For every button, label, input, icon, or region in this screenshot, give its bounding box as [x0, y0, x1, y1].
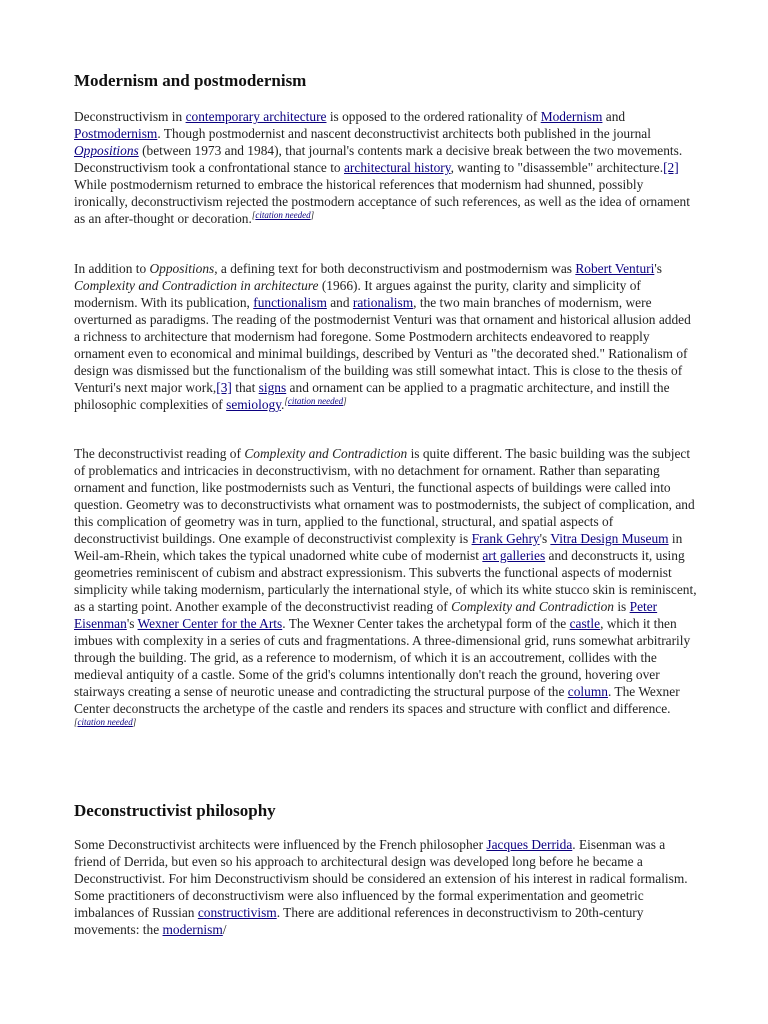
text-run: 's	[126, 616, 138, 631]
link-castle[interactable]: castle	[569, 616, 601, 631]
text-run: , which it then imbues with complexity in a series of cuts and fragmentations. A three-dimensional grid, runs somewhat arbitrarily through the building. The grid, as a reference to modernism, of which it is an accoutrement, collides with the medieval antiquity of a castle. Some of the grid's columns intentionally don't reach the ground, hovering over stairways creating a sense of neurotic unease and contradicting the structural purpose of the	[74, 616, 691, 699]
link-peter-eisenman[interactable]: Peter Eisenman	[74, 599, 658, 631]
text-run: , a defining text for both deconstructivism and postmodernism was	[214, 261, 576, 276]
link-constructivism[interactable]: constructivism	[197, 905, 277, 920]
text-run: While postmodernism returned to embrace the historical references that modernism had shunned, possibly ironically, deconstructivism rejected the postmodern acceptance of such references, as well as the idea of ornament as an after-thought or decoration.	[74, 177, 690, 226]
text-run: Deconstructivism in	[74, 109, 186, 124]
italic-text: Oppositions	[149, 261, 215, 276]
text-run: in Weil-am-Rhein, which takes the typical unadorned white cube of modernist	[74, 531, 683, 563]
text-run: .	[281, 397, 285, 412]
text-run: is	[613, 599, 630, 614]
italic-text: Complexity and Contradiction	[244, 446, 408, 461]
link-rationalism[interactable]: rationalism	[352, 295, 414, 310]
text-run: Some Deconstructivist architects were influenced by the French philosopher	[74, 837, 487, 852]
italic-text: Complexity and Contradiction	[451, 599, 614, 614]
citation-needed-link[interactable]: citation needed	[77, 717, 133, 727]
link-architectural-history[interactable]: architectural history	[343, 160, 451, 175]
link-functionalism[interactable]: functionalism	[253, 295, 327, 310]
link-wexner-center-for-the-arts[interactable]: Wexner Center for the Arts	[137, 616, 283, 631]
text-run: . Eisenman was a friend of Derrida, but even so his approach to architectural design was developed long before he became a Deconstructivist. For him Deconstructivism should be considered an extension of his interest in radical formalism. Some practitioners of deconstructivism were also influenced by the formal experimentation and geometric imbalances of Russian	[74, 837, 688, 920]
text-run: , wanting to "disassemble" architecture.	[450, 160, 664, 175]
link-signs[interactable]: signs	[258, 380, 287, 395]
text-run: that	[231, 380, 259, 395]
text-run: and deconstructs it, using geometries reminiscent of cubism and abstract expressionism. This subverts the functional aspects of modernist simplicity while taking modernism, particularly the international style, of which its white stucco skin is reminiscent, as a starting point. Another example of the deconstructivist reading of	[74, 548, 697, 614]
text-run: and ornament can be applied to a pragmatic architecture, and instill the philosophic complexities of	[74, 380, 670, 412]
link-modernism[interactable]: modernism	[162, 922, 223, 937]
text-run: is quite different. The basic building was the subject of problematics and intricacies in deconstructivism, with no detachment for ornament. Rather than separating ornament and function, like postmodernists such as Venturi, the functional aspects of buildings were called into question. Geometry was to deconstructivists what ornament was to postmodernists, the subject of complication, and this complication of geometry was in turn, applied to the functional, structural, and spatial aspects of deconstructivist buildings. One example of deconstructivist complexity is	[74, 446, 695, 546]
link-frank-gehry[interactable]: Frank Gehry	[471, 531, 540, 546]
citation-needed-link[interactable]: citation needed	[255, 210, 311, 220]
text-run: The deconstructivist reading of	[74, 446, 245, 461]
link-column[interactable]: column	[567, 684, 608, 699]
text-run: . Though postmodernist and nascent deconstructivist architects both published in the journal	[157, 126, 651, 141]
link-oppositions[interactable]: Oppositions	[74, 143, 139, 158]
paragraph-2	[74, 260, 699, 413]
link-robert-venturi[interactable]: Robert Venturi	[575, 261, 655, 276]
link-jacques-derrida[interactable]: Jacques Derrida	[486, 837, 573, 852]
text-run: and	[326, 295, 353, 310]
text-run: 's	[539, 531, 551, 546]
text-run: (1966). It argues against the purity, clarity and simplicity of modernism. With its publication,	[74, 278, 641, 310]
link-art-galleries[interactable]: art galleries	[482, 548, 546, 563]
link-contemporary-architecture[interactable]: contemporary architecture	[185, 109, 327, 124]
reference-link[interactable]: [2]	[663, 160, 679, 175]
text-run: (between 1973 and 1984), that journal's contents mark a decisive break between the two movements. Deconstructivism took a confrontational stance to	[74, 143, 683, 175]
paragraph-1	[74, 108, 699, 227]
citation-needed-note: [citation needed]	[74, 717, 137, 727]
citation-needed-link[interactable]: citation needed	[287, 396, 344, 406]
citation-needed-note: [citation needed]	[251, 210, 315, 220]
text-run: is opposed to the ordered rationality of	[326, 109, 541, 124]
link-vitra-design-museum[interactable]: Vitra Design Museum	[550, 531, 669, 546]
text-run: 's	[654, 261, 662, 276]
paragraph-4	[74, 836, 699, 938]
text-run: /	[222, 922, 227, 937]
text-run: In addition to	[74, 261, 150, 276]
section-heading-philosophy: Deconstructivist philosophy	[74, 801, 276, 820]
text-run: , the two main branches of modernism, were overturned as paradigms. The reading of the postmodernist Venturi was that ornament and historical allusion added a richness to architecture that modernism had foregone. Some Postmodern architects endeavored to reapply ornament even to economical and minimal buildings, described by Venturi as "the decorated shed." Rationalism of design was dismissed but the functionalism of the building was still somewhat intact. This is close to the thesis of Venturi's next major work,	[74, 295, 691, 395]
text-run: . There are additional references in deconstructivism to 20th-century movements: the	[74, 905, 644, 937]
section-heading-modernism: Modernism and postmodernism	[74, 71, 307, 90]
link-semiology[interactable]: semiology	[226, 397, 282, 412]
text-run: . The Wexner Center deconstructs the archetype of the castle and renders its spaces and structure with conflict and difference.	[74, 684, 680, 716]
link-modernism[interactable]: Modernism	[540, 109, 603, 124]
citation-needed-note: [citation needed]	[284, 396, 347, 406]
reference-link[interactable]: [3]	[216, 380, 232, 395]
paragraph-3	[74, 445, 699, 734]
text-run: and	[602, 109, 626, 124]
text-run: . The Wexner Center takes the archetypal form of the	[282, 616, 570, 631]
italic-text: Complexity and Contradiction in architecture	[74, 278, 319, 293]
link-postmodernism[interactable]: Postmodernism	[74, 126, 158, 141]
